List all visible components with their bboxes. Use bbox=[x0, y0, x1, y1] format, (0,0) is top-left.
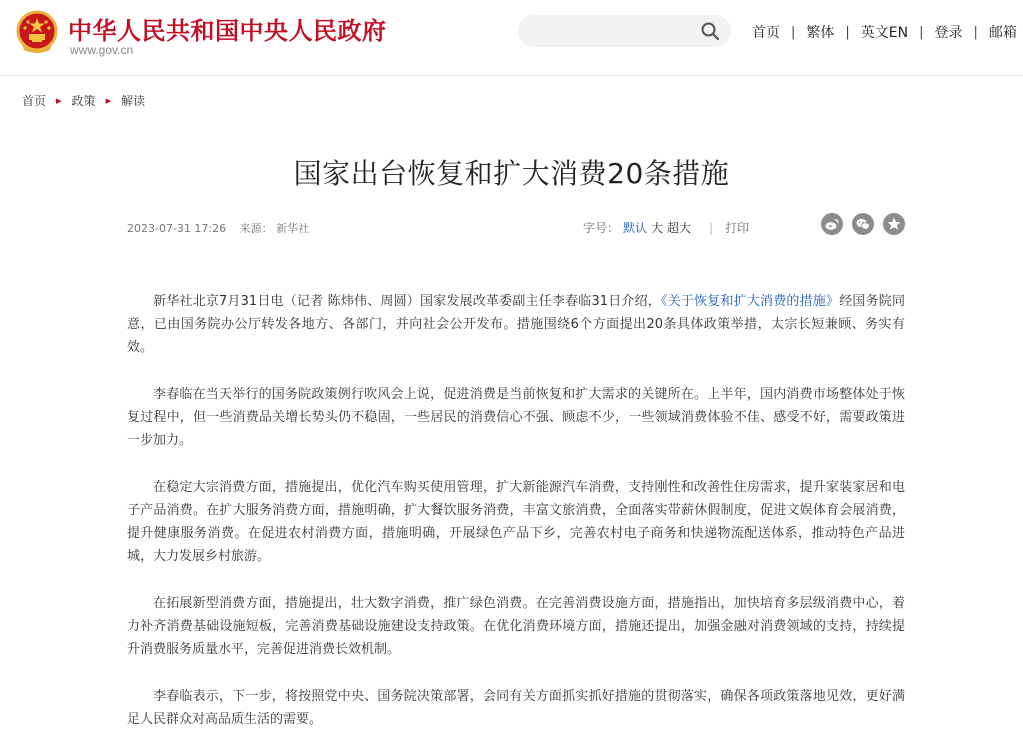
article-title: 国家出台恢复和扩大消费20条措施 bbox=[293, 157, 730, 190]
font-size-label: 字号： bbox=[583, 221, 620, 235]
favorite-star-icon[interactable] bbox=[883, 213, 905, 235]
print-button[interactable]: 打印 bbox=[725, 221, 750, 235]
nav-divider: | bbox=[919, 24, 924, 40]
publish-date: 2023-07-31 17:26 bbox=[127, 222, 227, 235]
nav-mail-link[interactable]: 邮箱 bbox=[988, 25, 1017, 41]
breadcrumb-home[interactable]: 首页 bbox=[22, 94, 47, 108]
font-size-large[interactable]: 大 bbox=[651, 221, 664, 235]
site-header bbox=[0, 0, 1023, 76]
policy-document-link[interactable]: 《关于恢复和扩大消费的措施》 bbox=[661, 294, 840, 309]
font-size-control bbox=[583, 219, 749, 236]
search-icon[interactable] bbox=[700, 21, 720, 41]
article-paragraph: 在拓展新型消费方面，措施提出，壮大数字消费，推广绿色消费。在完善消费设施方面，措施指出，加快培育多层级消费中心，着力补齐消费基础设施短板，完善消费基础设施建设支持政策。在优化消费环境方面，措施还提出，加强金融对消费领域的支持，持续提升消费服务质量水平，完善促进消费长效机制。 bbox=[127, 596, 905, 657]
article-paragraph: 李春临在当天举行的国务院政策例行吹风会上说，促进消费是当前恢复和扩大需求的关键所在。上半年，国内消费市场整体处于恢复过程中，但一些消费品关增长势头仍不稳固，一些居民的消费信心不强、顾虑不少，一些领域消费体验不佳、感受不好，需要政策进一步加力。 bbox=[127, 387, 905, 448]
nav-divider: | bbox=[791, 24, 796, 40]
nav-login-link[interactable]: 登录 bbox=[934, 25, 963, 41]
meta-divider: | bbox=[709, 220, 714, 235]
breadcrumb bbox=[22, 92, 145, 109]
breadcrumb-chevron-icon: ▸ bbox=[105, 94, 112, 107]
article-paragraph: 李春临表示，下一步，将按照党中央、国务院决策部署，会同有关方面抓实抓好措施的贯彻落实，确保各项政策落地见效，更好满足人民群众对高品质生活的需要。 bbox=[127, 689, 905, 727]
nav-english-link[interactable]: 英文EN bbox=[860, 25, 909, 41]
article-meta bbox=[127, 220, 319, 236]
nav-traditional-link[interactable]: 繁体 bbox=[806, 25, 835, 41]
article-paragraph bbox=[127, 290, 905, 359]
nav-home-link[interactable]: 首页 bbox=[752, 25, 780, 41]
site-url: www.gov.cn bbox=[70, 43, 134, 57]
article-body bbox=[127, 290, 905, 755]
font-size-default[interactable]: 默认 bbox=[623, 221, 648, 235]
font-size-xlarge[interactable]: 超大 bbox=[667, 221, 692, 235]
nav-divider: | bbox=[973, 24, 978, 40]
article-paragraph: 在稳定大宗消费方面，措施提出，优化汽车购买使用管理，扩大新能源汽车消费，支持刚性和改善性住房需求，提升家装家居和电子产品消费。在扩大服务消费方面，措施明确，扩大餐饮服务消费，丰富文旅消费，全面落实带薪休假制度，促进文娱体育会展消费，提升健康服务消费。在促进农村消费方面，措施明确，开展绿色产品下乡，完善农村电子商务和快递物流配送体系，推动特色产品进城，大力发展乡村旅游。 bbox=[127, 480, 905, 564]
national-emblem-icon[interactable] bbox=[16, 10, 58, 56]
breadcrumb-chevron-icon: ▸ bbox=[56, 94, 62, 107]
paragraph-text: 新华社北京7月31日电（记者 陈炜伟、周圆）国家发展改革委副主任李春临31日介绍， bbox=[153, 294, 661, 309]
weibo-icon[interactable] bbox=[821, 213, 843, 235]
breadcrumb-policy[interactable]: 政策 bbox=[71, 94, 96, 108]
breadcrumb-interpretation[interactable]: 解读 bbox=[121, 94, 146, 108]
nav-divider: | bbox=[845, 24, 850, 40]
wechat-icon[interactable] bbox=[852, 213, 874, 235]
top-nav bbox=[752, 22, 1017, 42]
article-source: 来源： 新华社 bbox=[239, 222, 310, 235]
site-title[interactable]: 中华人民共和国中央人民政府 bbox=[68, 17, 387, 45]
paragraph-text: 经国务院同意，已由国务院办公厅转发各地方、各部门，并向社会公开发布。措施围绕6个方面提出20条具体政策举措，太宗长短兼顾、务实有效。 bbox=[127, 294, 905, 355]
